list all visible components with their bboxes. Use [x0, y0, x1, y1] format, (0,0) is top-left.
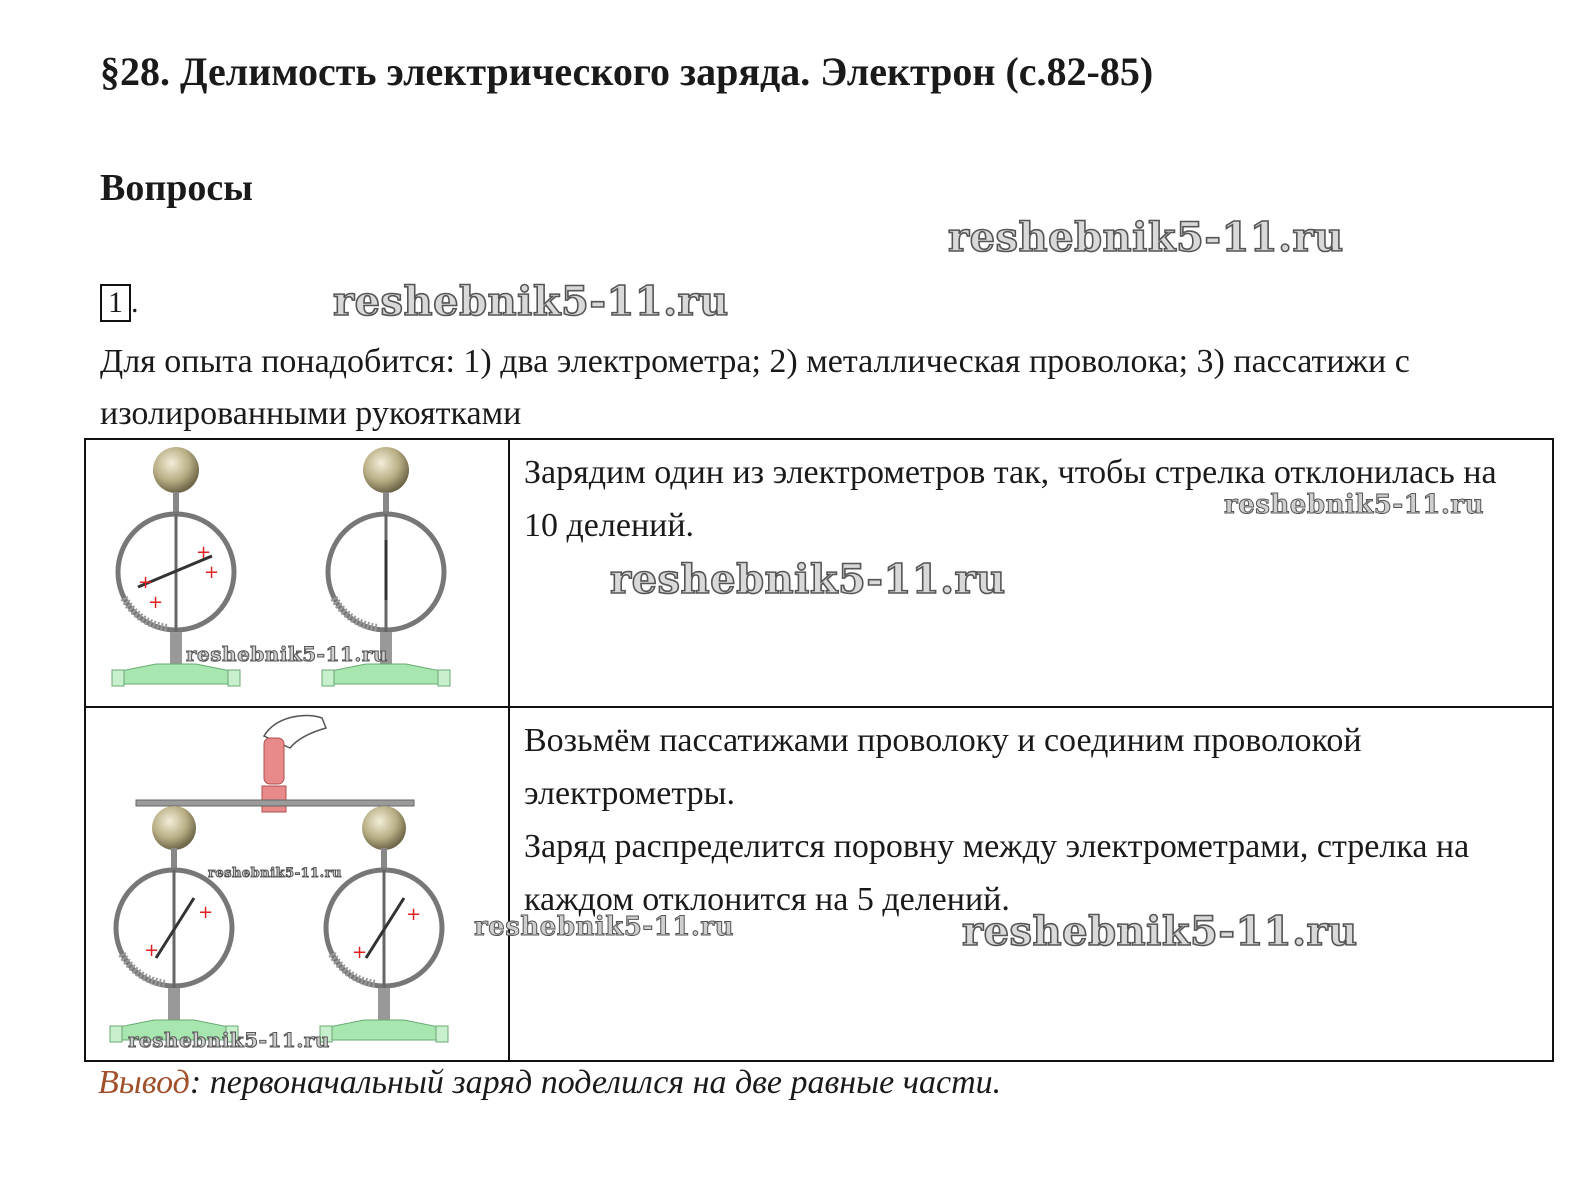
- experiment-table: [84, 438, 1554, 1062]
- watermark: reshebnik5-11.ru: [186, 642, 388, 666]
- watermark: reshebnik5-11.ru: [128, 1028, 330, 1052]
- conclusion-text: первоначальный заряд поделился на две равные части.: [201, 1064, 1002, 1101]
- conclusion-label: Вывод: [98, 1064, 190, 1101]
- row-text-line: Возьмём пассатижами проволоку и соединим проволокой электрометры.: [524, 722, 1362, 812]
- svg-text:+: +: [144, 940, 160, 961]
- svg-text:+: +: [196, 542, 212, 563]
- conclusion-separator: :: [189, 1064, 202, 1101]
- image-cell: [86, 440, 510, 706]
- row-text-line: Заряд распределится поровну между электрометрами, стрелка на каждом отклонится на 5 делений.: [524, 828, 1470, 918]
- svg-text:+: +: [138, 572, 154, 593]
- page-title: §28. Делимость электрического заряда. Электрон (с.82-85): [100, 49, 1154, 94]
- watermark: reshebnik5-11.ru: [208, 866, 343, 881]
- question-number-box: 1: [100, 284, 131, 322]
- svg-text:+: +: [198, 902, 214, 923]
- question-number: [100, 284, 139, 322]
- conclusion: [98, 1064, 1001, 1102]
- watermark: reshebnik5-11.ru: [474, 912, 735, 942]
- svg-text:+: +: [406, 904, 422, 925]
- image-cell: [86, 708, 510, 1060]
- electrometers-connected-illustration: [86, 708, 506, 1058]
- electrometer-right: [320, 806, 448, 1042]
- wire-icon: [136, 800, 414, 806]
- watermark: reshebnik5-11.ru: [962, 908, 1358, 955]
- table-row: [86, 440, 1552, 708]
- svg-text:+: +: [204, 562, 220, 583]
- row-text-line: Зарядим один из электрометров так, чтобы стрелка отклонилась на 10 делений.: [524, 454, 1497, 544]
- electrometer-left: [110, 806, 238, 1042]
- section-heading: Вопросы: [100, 167, 253, 209]
- table-row: [86, 708, 1552, 1060]
- text-cell: [510, 708, 1552, 1060]
- pliers-handle-icon: [264, 738, 284, 784]
- intro-text: Для опыта понадобится: 1) два электрометра; 2) металлическая проволока; 3) пассатижи с изолированными рукоятками: [100, 343, 1410, 432]
- watermark: reshebnik5-11.ru: [333, 278, 729, 325]
- watermark: reshebnik5-11.ru: [948, 214, 1344, 261]
- svg-text:+: +: [352, 942, 368, 963]
- watermark: reshebnik5-11.ru: [610, 556, 1006, 603]
- watermark: reshebnik5-11.ru: [1224, 490, 1485, 520]
- question-number-suffix: .: [131, 286, 139, 319]
- svg-text:+: +: [148, 592, 164, 613]
